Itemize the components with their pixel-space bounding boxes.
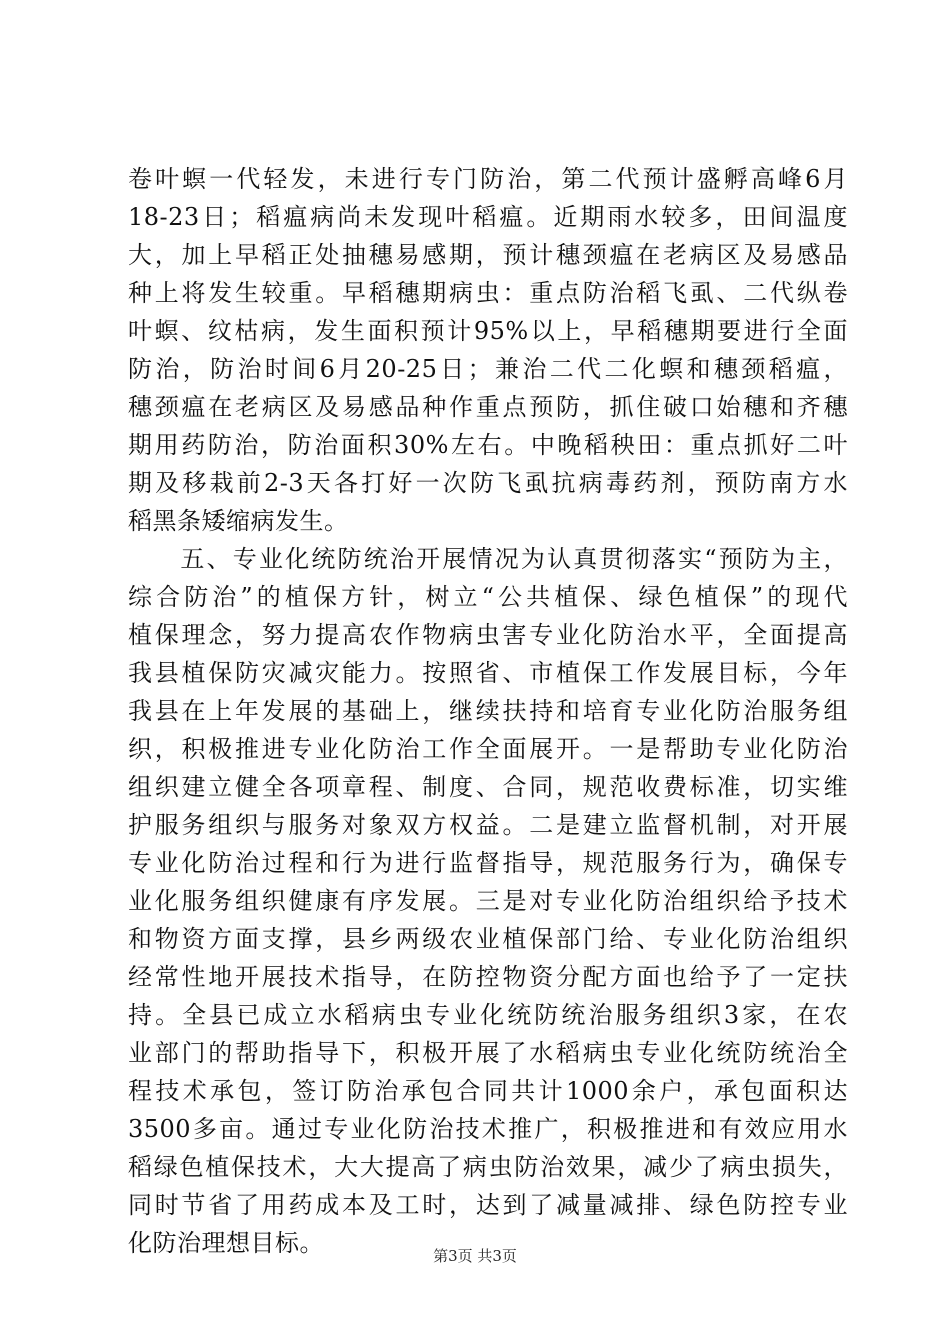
text-line: 业化服务组织健康有序发展。三是对专业化防治组织给予技术 (128, 887, 848, 915)
text-line: 期用药防治，防治面积30%左右。中晚稻秧田：重点抓好二叶 (128, 431, 848, 459)
text-line: 穗颈瘟在老病区及易感品种作重点预防，抓住破口始穗和齐穗 (128, 393, 848, 421)
text-line: 3500多亩。通过专业化防治技术推广，积极推进和有效应用水 (128, 1115, 848, 1143)
page-footer (0, 1245, 950, 1266)
text-line: 经常性地开展技术指导，在防控物资分配方面也给予了一定扶 (128, 963, 848, 991)
text-line: 化防治理想目标。 (128, 1229, 324, 1257)
text-line: 业部门的帮助指导下，积极开展了水稻病虫专业化统防统治全 (128, 1039, 848, 1067)
text-line: 专业化防治过程和行为进行监督指导，规范服务行为，确保专 (128, 849, 848, 877)
text-line: 护服务组织与服务对象双方权益。二是建立监督机制，对开展 (128, 811, 848, 839)
text-line: 持。全县已成立水稻病虫专业化统防统治服务组织3家，在农 (128, 1001, 848, 1029)
text-line: 稻绿色植保技术，大大提高了病虫防治效果，减少了病虫损失， (128, 1153, 848, 1181)
text-line: 种上将发生较重。早稻穗期病虫：重点防治稻飞虱、二代纵卷 (128, 279, 848, 307)
text-line: 稻黑条矮缩病发生。 (128, 507, 349, 535)
text-line: 18-23日；稻瘟病尚未发现叶稻瘟。近期雨水较多，田间温度 (128, 203, 848, 231)
body-text (128, 160, 848, 1262)
text-line: 五、专业化统防统治开展情况为认真贯彻落实“预防为主， (128, 545, 848, 573)
page-number-label: 第3页 共3页 (433, 1247, 517, 1265)
text-line: 叶螟、纹枯病，发生面积预计95%以上，早稻穗期要进行全面 (128, 317, 848, 345)
text-line: 防治，防治时间6月20-25日；兼治二代二化螟和穗颈稻瘟， (128, 355, 848, 383)
text-line: 我县在上年发展的基础上，继续扶持和培育专业化防治服务组 (128, 697, 848, 725)
text-line: 植保理念，努力提高农作物病虫害专业化防治水平，全面提高 (128, 621, 848, 649)
text-line: 和物资方面支撑，县乡两级农业植保部门给、专业化防治组织 (128, 925, 848, 953)
text-line: 同时节省了用药成本及工时，达到了减量减排、绿色防控专业 (128, 1191, 848, 1219)
text-line: 期及移栽前2-3天各打好一次防飞虱抗病毒药剂，预防南方水 (128, 469, 848, 497)
text-line: 织，积极推进专业化防治工作全面展开。一是帮助专业化防治 (128, 735, 848, 763)
text-line: 组织建立健全各项章程、制度、合同，规范收费标准，切实维 (128, 773, 848, 801)
text-line: 程技术承包，签订防治承包合同共计1000余户，承包面积达 (128, 1077, 848, 1105)
text-line: 大，加上早稻正处抽穗易感期，预计穗颈瘟在老病区及易感品 (128, 241, 848, 269)
text-line: 卷叶螟一代轻发，未进行专门防治，第二代预计盛孵高峰6月 (128, 165, 848, 193)
text-line: 综合防治”的植保方针，树立“公共植保、绿色植保”的现代 (128, 583, 848, 611)
text-line: 我县植保防灾减灾能力。按照省、市植保工作发展目标，今年 (128, 659, 848, 687)
